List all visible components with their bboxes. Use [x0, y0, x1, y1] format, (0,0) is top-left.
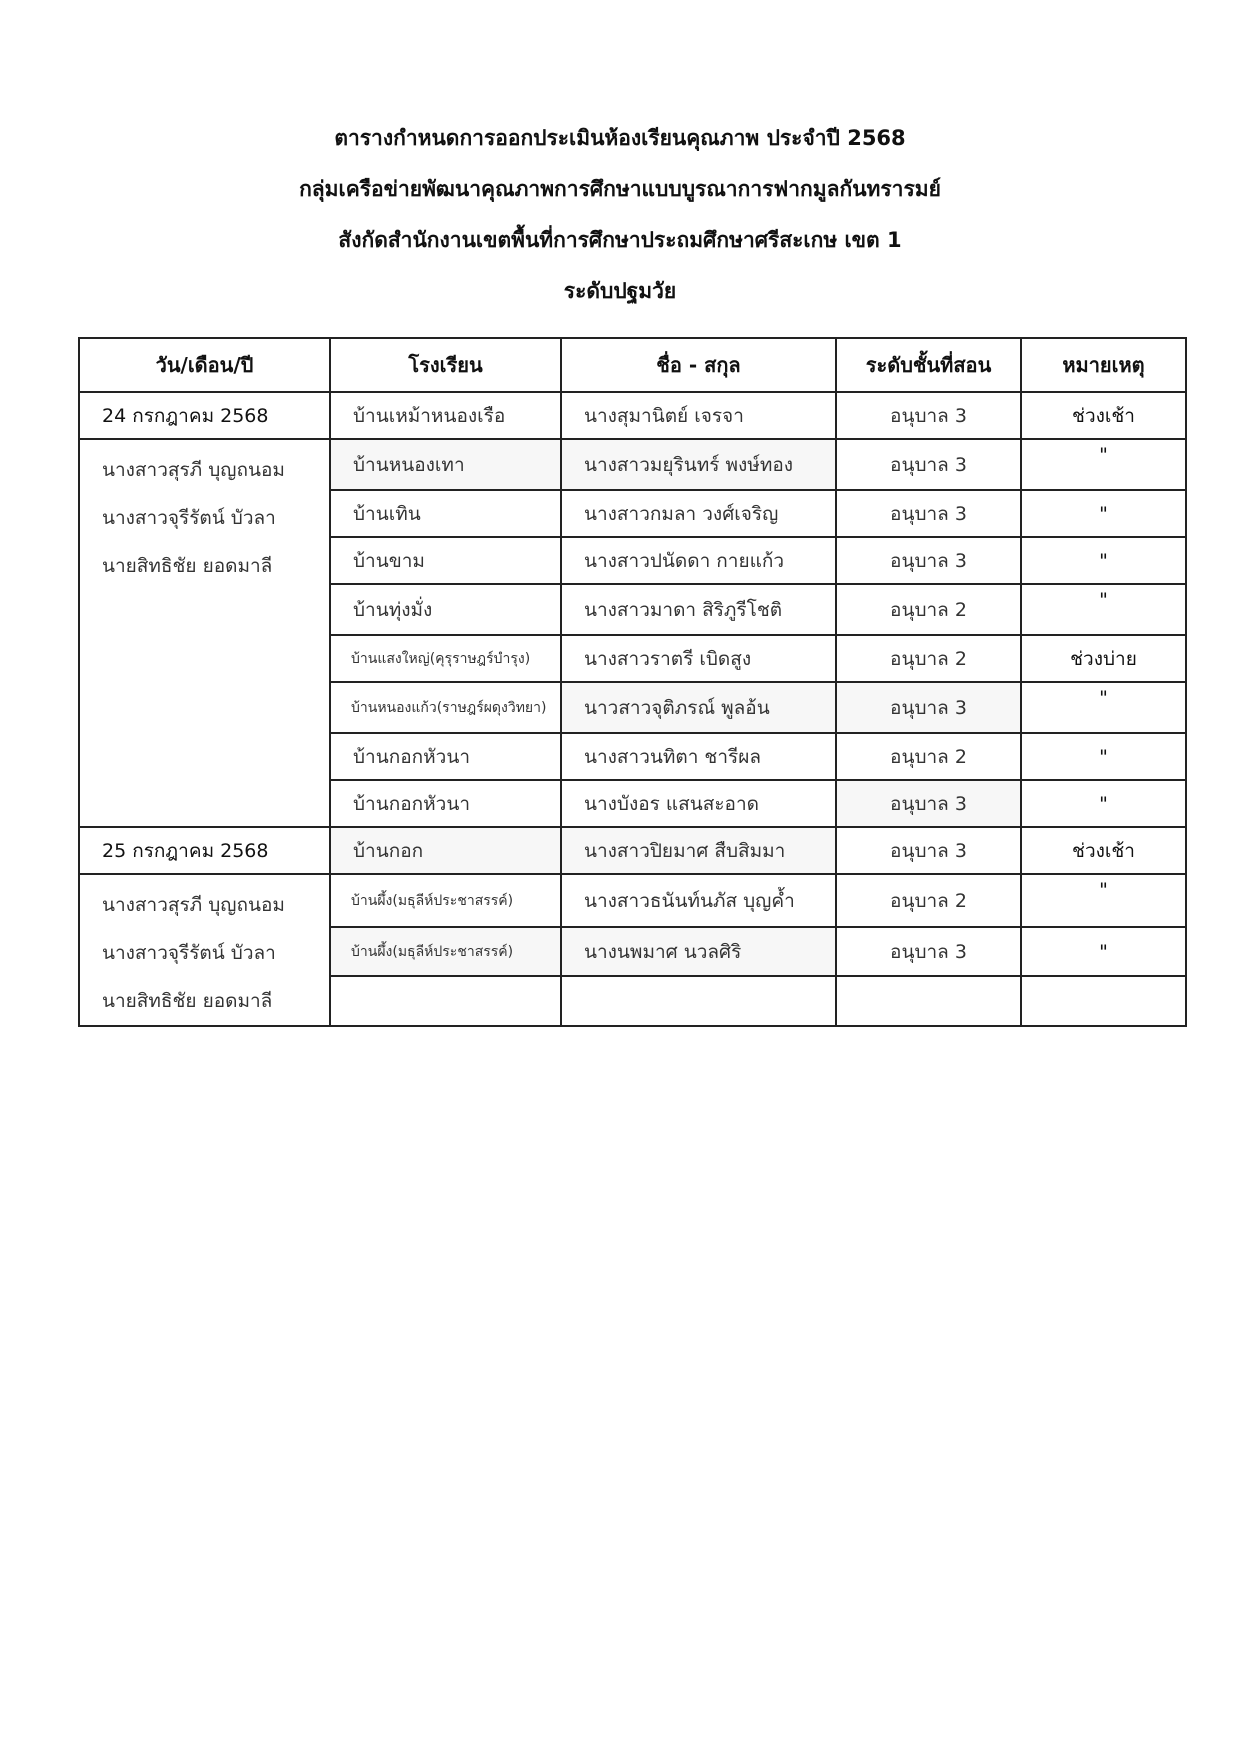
committee-member: นางสาวจุรีรัตน์ บัวลา [102, 942, 276, 964]
school-cell: บ้านหนองแก้ว(ราษฎร์ผดุงวิทยา) [330, 682, 561, 733]
name-cell: นางสาวมาดา สิริภูรีโชติ [561, 584, 836, 635]
header-note: หมายเหตุ [1021, 338, 1186, 392]
level-cell: อนุบาล 3 [836, 490, 1021, 537]
level-cell: อนุบาล 3 [836, 927, 1021, 976]
school-cell: บ้านผึ้ง(มธุลีห์ประชาสรรค์) [330, 927, 561, 976]
empty-cell [330, 976, 561, 1026]
note-cell: " [1021, 682, 1186, 733]
committee-member: นายสิทธิชัย ยอดมาลี [102, 555, 273, 577]
committee-member: นางสาวสุรภี บุญถนอม [102, 459, 285, 481]
header-date: วัน/เดือน/ปี [79, 338, 330, 392]
document-header [0, 118, 1240, 322]
title-line-3: สังกัดสำนักงานเขตพื้นที่การศึกษาประถมศึกษาศรีสะเกษ เขต 1 [338, 228, 902, 252]
name-cell: นางสาวราตรี เบิดสูง [561, 635, 836, 682]
school-cell: บ้านกอก [330, 827, 561, 874]
school-cell: บ้านขาม [330, 537, 561, 584]
school-cell: บ้านเหม้าหนองเรือ [330, 392, 561, 439]
name-cell: นางสาวกมลา วงศ์เจริญ [561, 490, 836, 537]
note-cell: " [1021, 927, 1186, 976]
note-cell: ช่วงบ่าย [1021, 635, 1186, 682]
level-cell: อนุบาล 3 [836, 827, 1021, 874]
level-cell: อนุบาล 3 [836, 439, 1021, 490]
name-cell: นางสาวปิยมาศ สืบสิมมา [561, 827, 836, 874]
committee-cell [79, 439, 330, 827]
committee-cell [79, 874, 330, 1026]
committee-member: นางสาวจุรีรัตน์ บัวลา [102, 507, 276, 529]
school-cell: บ้านทุ่งมั่ง [330, 584, 561, 635]
level-cell: อนุบาล 3 [836, 780, 1021, 827]
level-cell: อนุบาล 2 [836, 584, 1021, 635]
date-cell: 24 กรกฎาคม 2568 [79, 392, 330, 439]
school-cell: บ้านกอกหัวนา [330, 733, 561, 780]
level-cell: อนุบาล 3 [836, 682, 1021, 733]
name-cell: นางสาวธนันท์นภัส บุญค้ำ [561, 874, 836, 927]
table-row [79, 392, 1186, 439]
name-cell: นางบังอร แสนสะอาด [561, 780, 836, 827]
name-cell: นางสาวนทิตา ชารีผล [561, 733, 836, 780]
note-cell: " [1021, 490, 1186, 537]
title-line-2: กลุ่มเครือข่ายพัฒนาคุณภาพการศึกษาแบบบูรณาการฟากมูลกันทรารมย์ [299, 177, 941, 201]
school-cell: บ้านกอกหัวนา [330, 780, 561, 827]
empty-cell [836, 976, 1021, 1026]
name-cell: นางสุมานิตย์ เจรจา [561, 392, 836, 439]
note-cell: " [1021, 780, 1186, 827]
note-cell: " [1021, 584, 1186, 635]
header-name: ชื่อ - สกุล [561, 338, 836, 392]
level-cell: อนุบาล 3 [836, 392, 1021, 439]
note-cell: ช่วงเช้า [1021, 827, 1186, 874]
name-cell: นางสาวปนัดดา กายแก้ว [561, 537, 836, 584]
name-cell: นางนพมาศ นวลศิริ [561, 927, 836, 976]
name-cell: นาวสาวจุติภรณ์ พูลอ้น [561, 682, 836, 733]
empty-cell [1021, 976, 1186, 1026]
table-row [79, 827, 1186, 874]
level-cell: อนุบาล 3 [836, 537, 1021, 584]
level-cell: อนุบาล 2 [836, 635, 1021, 682]
level-cell: อนุบาล 2 [836, 733, 1021, 780]
level-cell: อนุบาล 2 [836, 874, 1021, 927]
school-cell: บ้านเทิน [330, 490, 561, 537]
name-cell: นางสาวมยุรินทร์ พงษ์ทอง [561, 439, 836, 490]
header-row [79, 338, 1186, 392]
table-row [79, 439, 1186, 490]
header-level: ระดับชั้นที่สอน [836, 338, 1021, 392]
title-line-4: ระดับปฐมวัย [563, 279, 677, 303]
note-cell: " [1021, 733, 1186, 780]
note-cell: ช่วงเช้า [1021, 392, 1186, 439]
committee-member: นางสาวสุรภี บุญถนอม [102, 894, 285, 916]
note-cell: " [1021, 537, 1186, 584]
date-cell: 25 กรกฎาคม 2568 [79, 827, 330, 874]
school-cell: บ้านผึ้ง(มธุลีห์ประชาสรรค์) [330, 874, 561, 927]
school-cell: บ้านแสงใหญ่(คุรุราษฎร์บำรุง) [330, 635, 561, 682]
note-cell: " [1021, 439, 1186, 490]
schedule-table [78, 337, 1187, 1027]
committee-member: นายสิทธิชัย ยอดมาลี [102, 990, 273, 1012]
title-line-1: ตารางกำหนดการออกประเมินห้องเรียนคุณภาพ ประจำปี 2568 [334, 126, 906, 150]
school-cell: บ้านหนองเทา [330, 439, 561, 490]
table-row [79, 874, 1186, 927]
note-cell: " [1021, 874, 1186, 927]
header-school: โรงเรียน [330, 338, 561, 392]
empty-cell [561, 976, 836, 1026]
